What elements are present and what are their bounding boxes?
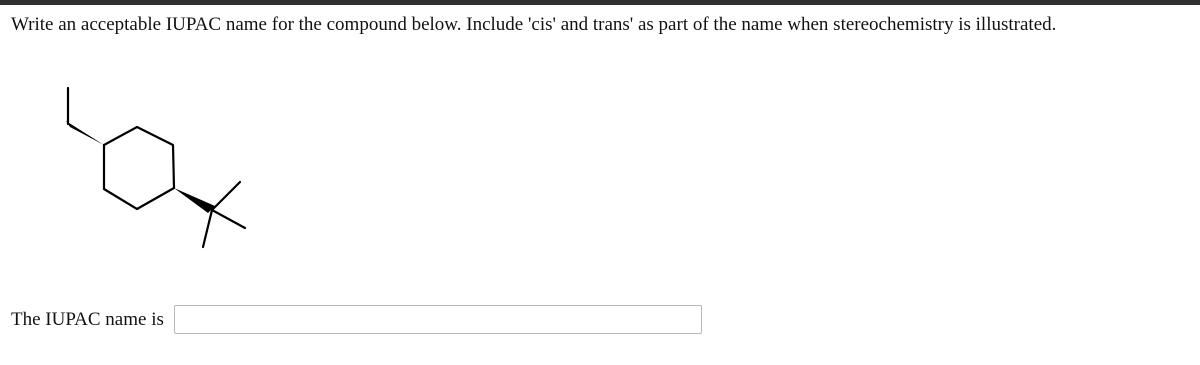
question-prompt: Write an acceptable IUPAC name for the compound below. Include 'cis' and trans' as part of the name when stereochemistry is illustrated.: [11, 14, 1057, 35]
iupac-name-input[interactable]: [174, 305, 702, 334]
tert-butyl-branch: [203, 210, 212, 247]
wedge-bond-upper-left: [66, 121, 104, 145]
answer-label: The IUPAC name is: [11, 309, 164, 330]
tert-butyl-branch: [212, 210, 245, 228]
wedge-bond-right: [174, 188, 215, 213]
tert-butyl-branch: [212, 182, 240, 210]
ring-bond: [104, 127, 174, 209]
